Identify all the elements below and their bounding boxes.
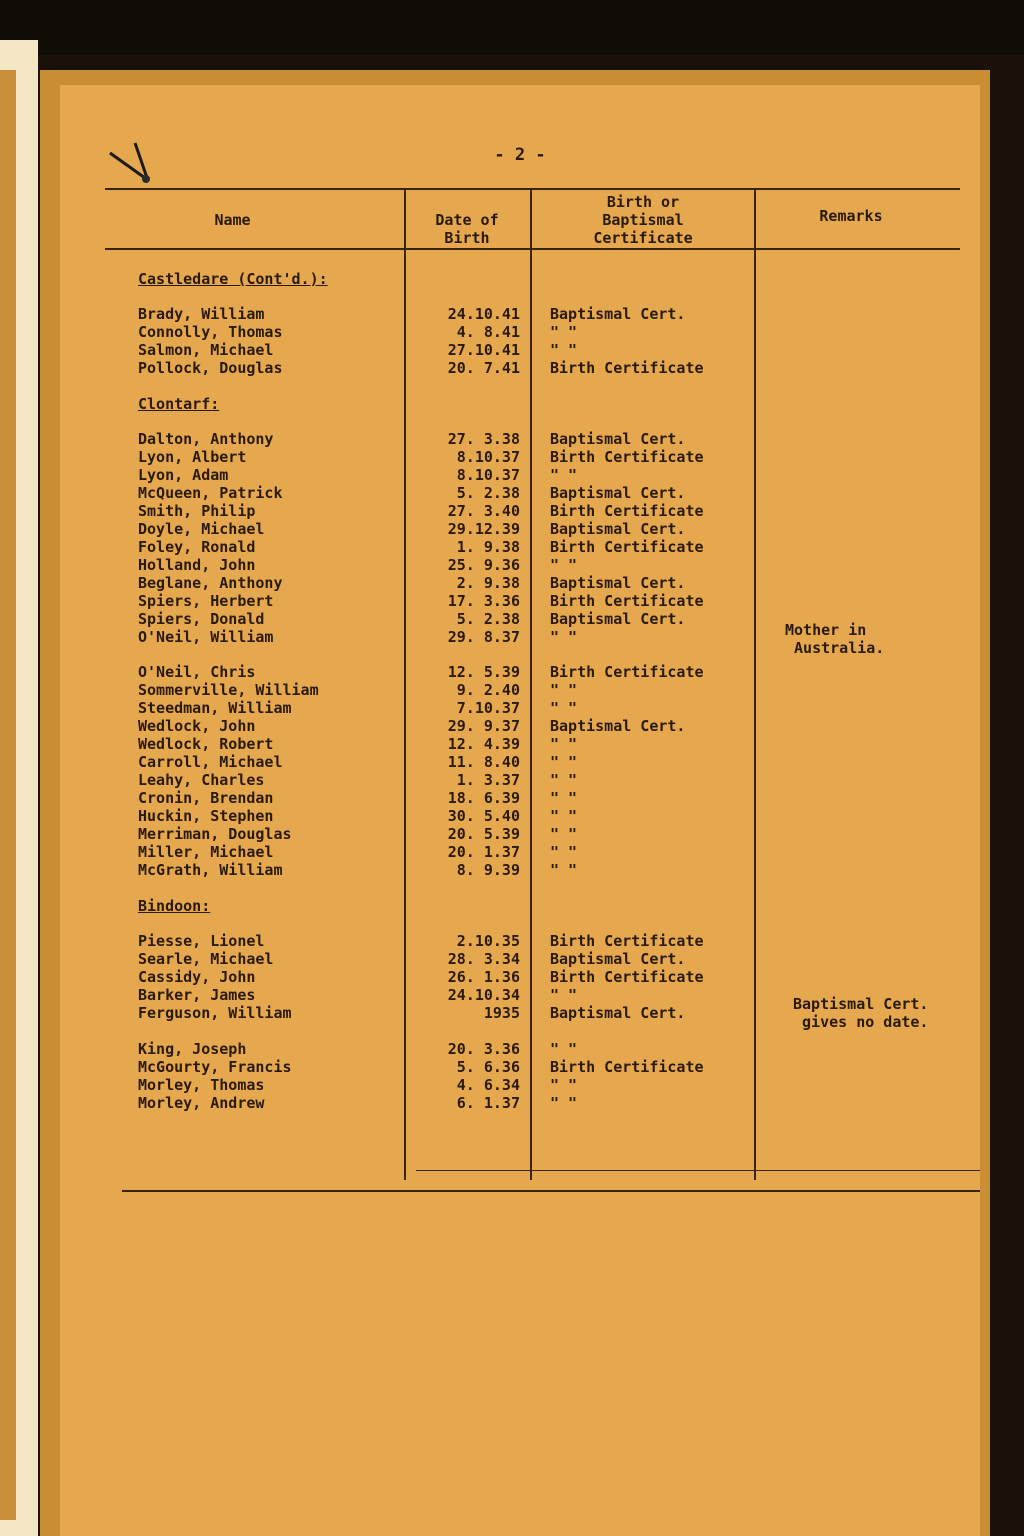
table-top-rule xyxy=(105,188,960,190)
table-cell-name: Spiers, Donald xyxy=(138,610,265,628)
table-cell-dob: 7.10.37 xyxy=(456,699,520,717)
remark-baptismal-no-date: Baptismal Cert. gives no date. xyxy=(793,995,929,1031)
table-cell-cert: Birth Certificate xyxy=(550,502,704,520)
table-cell-cert: " " xyxy=(550,753,578,771)
table-cell-dob: 4. 6.34 xyxy=(456,1076,520,1094)
table-cell-name: Merriman, Douglas xyxy=(138,825,292,843)
table-cell-cert: Baptismal Cert. xyxy=(550,574,686,592)
document-page xyxy=(60,85,980,1536)
table-cell-dob: 4. 8.41 xyxy=(456,323,520,341)
table-cell-dob: 12. 4.39 xyxy=(447,735,520,753)
table-cell-dob: 5. 2.38 xyxy=(456,610,520,628)
table-cell-cert: " " xyxy=(550,735,578,753)
table-cell-cert: Birth Certificate xyxy=(550,663,704,681)
table-cell-dob: 24.10.34 xyxy=(447,986,520,1004)
table-cell-dob: 8.10.37 xyxy=(456,448,520,466)
section-title: Castledare (Cont'd.): xyxy=(138,270,328,288)
table-cell-name: Foley, Ronald xyxy=(138,538,256,556)
table-cell-dob: 29. 8.37 xyxy=(447,628,520,646)
table-cell-name: Ferguson, William xyxy=(138,1004,292,1022)
table-cell-dob: 9. 2.40 xyxy=(456,681,520,699)
column-header-cert: Birth or Baptismal Certificate xyxy=(593,193,693,247)
table-cell-name: McGourty, Francis xyxy=(138,1058,292,1076)
page-number: - 2 - xyxy=(494,145,546,165)
table-cell-dob: 2.10.35 xyxy=(456,932,520,950)
table-cell-dob: 1935 xyxy=(483,1004,520,1022)
adjacent-page-edge xyxy=(0,40,38,1536)
column-header-name: Name xyxy=(214,211,251,229)
table-cell-cert: " " xyxy=(550,1040,578,1058)
table-cell-cert: " " xyxy=(550,1076,578,1094)
table-cell-cert: Baptismal Cert. xyxy=(550,610,686,628)
table-cell-name: McGrath, William xyxy=(138,861,283,879)
table-cell-name: McQueen, Patrick xyxy=(138,484,283,502)
table-cell-cert: " " xyxy=(550,323,578,341)
table-cell-cert: Birth Certificate xyxy=(550,592,704,610)
table-cell-name: Morley, Thomas xyxy=(138,1076,265,1094)
column-divider-1 xyxy=(404,190,406,1180)
table-cell-dob: 20. 3.36 xyxy=(447,1040,520,1058)
table-cell-cert: Baptismal Cert. xyxy=(550,484,686,502)
adjacent-page-spine xyxy=(0,70,16,1520)
table-cell-dob: 29. 9.37 xyxy=(447,717,520,735)
table-cell-cert: Birth Certificate xyxy=(550,1058,704,1076)
table-cell-name: Steedman, William xyxy=(138,699,292,717)
table-cell-name: Morley, Andrew xyxy=(138,1094,265,1112)
table-cell-dob: 2. 9.38 xyxy=(456,574,520,592)
table-cell-name: Spiers, Herbert xyxy=(138,592,274,610)
table-cell-cert: " " xyxy=(550,699,578,717)
table-cell-name: Huckin, Stephen xyxy=(138,807,274,825)
table-cell-name: Searle, Michael xyxy=(138,950,274,968)
table-cell-cert: Baptismal Cert. xyxy=(550,305,686,323)
table-cell-cert: " " xyxy=(550,628,578,646)
table-cell-dob: 5. 2.38 xyxy=(456,484,520,502)
table-cell-name: Barker, James xyxy=(138,986,256,1004)
table-cell-cert: " " xyxy=(550,825,578,843)
table-cell-cert: Baptismal Cert. xyxy=(550,950,686,968)
table-cell-name: Piesse, Lionel xyxy=(138,932,265,950)
table-cell-name: Pollock, Douglas xyxy=(138,359,283,377)
table-cell-name: Lyon, Adam xyxy=(138,466,229,484)
table-cell-cert: " " xyxy=(550,341,578,359)
table-cell-dob: 8.10.37 xyxy=(456,466,520,484)
background-dark-top xyxy=(0,0,1024,55)
table-cell-dob: 27. 3.40 xyxy=(447,502,520,520)
table-cell-dob: 20. 5.39 xyxy=(447,825,520,843)
table-cell-name: O'Neil, William xyxy=(138,628,274,646)
table-cell-cert: " " xyxy=(550,843,578,861)
table-cell-dob: 5. 6.36 xyxy=(456,1058,520,1076)
table-cell-dob: 20. 7.41 xyxy=(447,359,520,377)
table-cell-dob: 27.10.41 xyxy=(447,341,520,359)
table-cell-cert: " " xyxy=(550,1094,578,1112)
table-header-rule xyxy=(105,248,960,250)
table-cell-dob: 8. 9.39 xyxy=(456,861,520,879)
table-inner-bottom-rule xyxy=(416,1170,980,1171)
table-cell-cert: Baptismal Cert. xyxy=(550,1004,686,1022)
column-divider-2 xyxy=(530,190,532,1180)
table-cell-name: Lyon, Albert xyxy=(138,448,247,466)
table-cell-cert: Birth Certificate xyxy=(550,448,704,466)
table-cell-name: Salmon, Michael xyxy=(138,341,274,359)
table-cell-name: Miller, Michael xyxy=(138,843,274,861)
table-cell-name: Wedlock, Robert xyxy=(138,735,274,753)
remark-mother-in-australia: Mother in Australia. xyxy=(785,621,885,657)
table-cell-dob: 20. 1.37 xyxy=(447,843,520,861)
table-cell-dob: 17. 3.36 xyxy=(447,592,520,610)
table-cell-cert: " " xyxy=(550,681,578,699)
table-cell-cert: Birth Certificate xyxy=(550,359,704,377)
column-header-remarks: Remarks xyxy=(819,207,883,225)
table-cell-name: Doyle, Michael xyxy=(138,520,265,538)
table-cell-dob: 25. 9.36 xyxy=(447,556,520,574)
table-cell-dob: 1. 9.38 xyxy=(456,538,520,556)
table-cell-dob: 26. 1.36 xyxy=(447,968,520,986)
table-cell-dob: 6. 1.37 xyxy=(456,1094,520,1112)
column-divider-3 xyxy=(754,190,756,1180)
table-cell-name: Leahy, Charles xyxy=(138,771,265,789)
table-cell-dob: 24.10.41 xyxy=(447,305,520,323)
table-cell-name: Dalton, Anthony xyxy=(138,430,274,448)
table-cell-cert: Birth Certificate xyxy=(550,932,704,950)
table-cell-name: Beglane, Anthony xyxy=(138,574,283,592)
table-cell-cert: " " xyxy=(550,789,578,807)
table-cell-cert: Baptismal Cert. xyxy=(550,717,686,735)
table-cell-cert: " " xyxy=(550,986,578,1004)
table-bottom-rule xyxy=(122,1190,980,1192)
table-cell-name: Carroll, Michael xyxy=(138,753,283,771)
table-cell-name: Smith, Philip xyxy=(138,502,256,520)
table-cell-cert: Birth Certificate xyxy=(550,538,704,556)
table-cell-name: Cronin, Brendan xyxy=(138,789,274,807)
table-cell-dob: 28. 3.34 xyxy=(447,950,520,968)
section-title: Clontarf: xyxy=(138,395,220,413)
section-title: Bindoon: xyxy=(138,897,211,915)
table-cell-cert: " " xyxy=(550,556,578,574)
table-cell-dob: 18. 6.39 xyxy=(447,789,520,807)
table-cell-dob: 27. 3.38 xyxy=(447,430,520,448)
table-cell-cert: " " xyxy=(550,771,578,789)
table-cell-name: Brady, William xyxy=(138,305,265,323)
table-cell-cert: " " xyxy=(550,466,578,484)
table-cell-name: Holland, John xyxy=(138,556,256,574)
table-cell-name: Wedlock, John xyxy=(138,717,256,735)
table-cell-name: Cassidy, John xyxy=(138,968,256,986)
table-cell-name: O'Neil, Chris xyxy=(138,663,256,681)
table-cell-dob: 1. 3.37 xyxy=(456,771,520,789)
column-header-dob: Date of Birth xyxy=(435,211,499,247)
table-cell-cert: Birth Certificate xyxy=(550,968,704,986)
table-cell-dob: 30. 5.40 xyxy=(447,807,520,825)
table-cell-cert: " " xyxy=(550,861,578,879)
table-cell-dob: 12. 5.39 xyxy=(447,663,520,681)
table-cell-cert: Baptismal Cert. xyxy=(550,430,686,448)
table-cell-dob: 29.12.39 xyxy=(447,520,520,538)
table-cell-name: King, Joseph xyxy=(138,1040,247,1058)
table-cell-name: Sommerville, William xyxy=(138,681,319,699)
table-cell-name: Connolly, Thomas xyxy=(138,323,283,341)
table-cell-cert: Baptismal Cert. xyxy=(550,520,686,538)
table-cell-dob: 11. 8.40 xyxy=(447,753,520,771)
table-cell-cert: " " xyxy=(550,807,578,825)
